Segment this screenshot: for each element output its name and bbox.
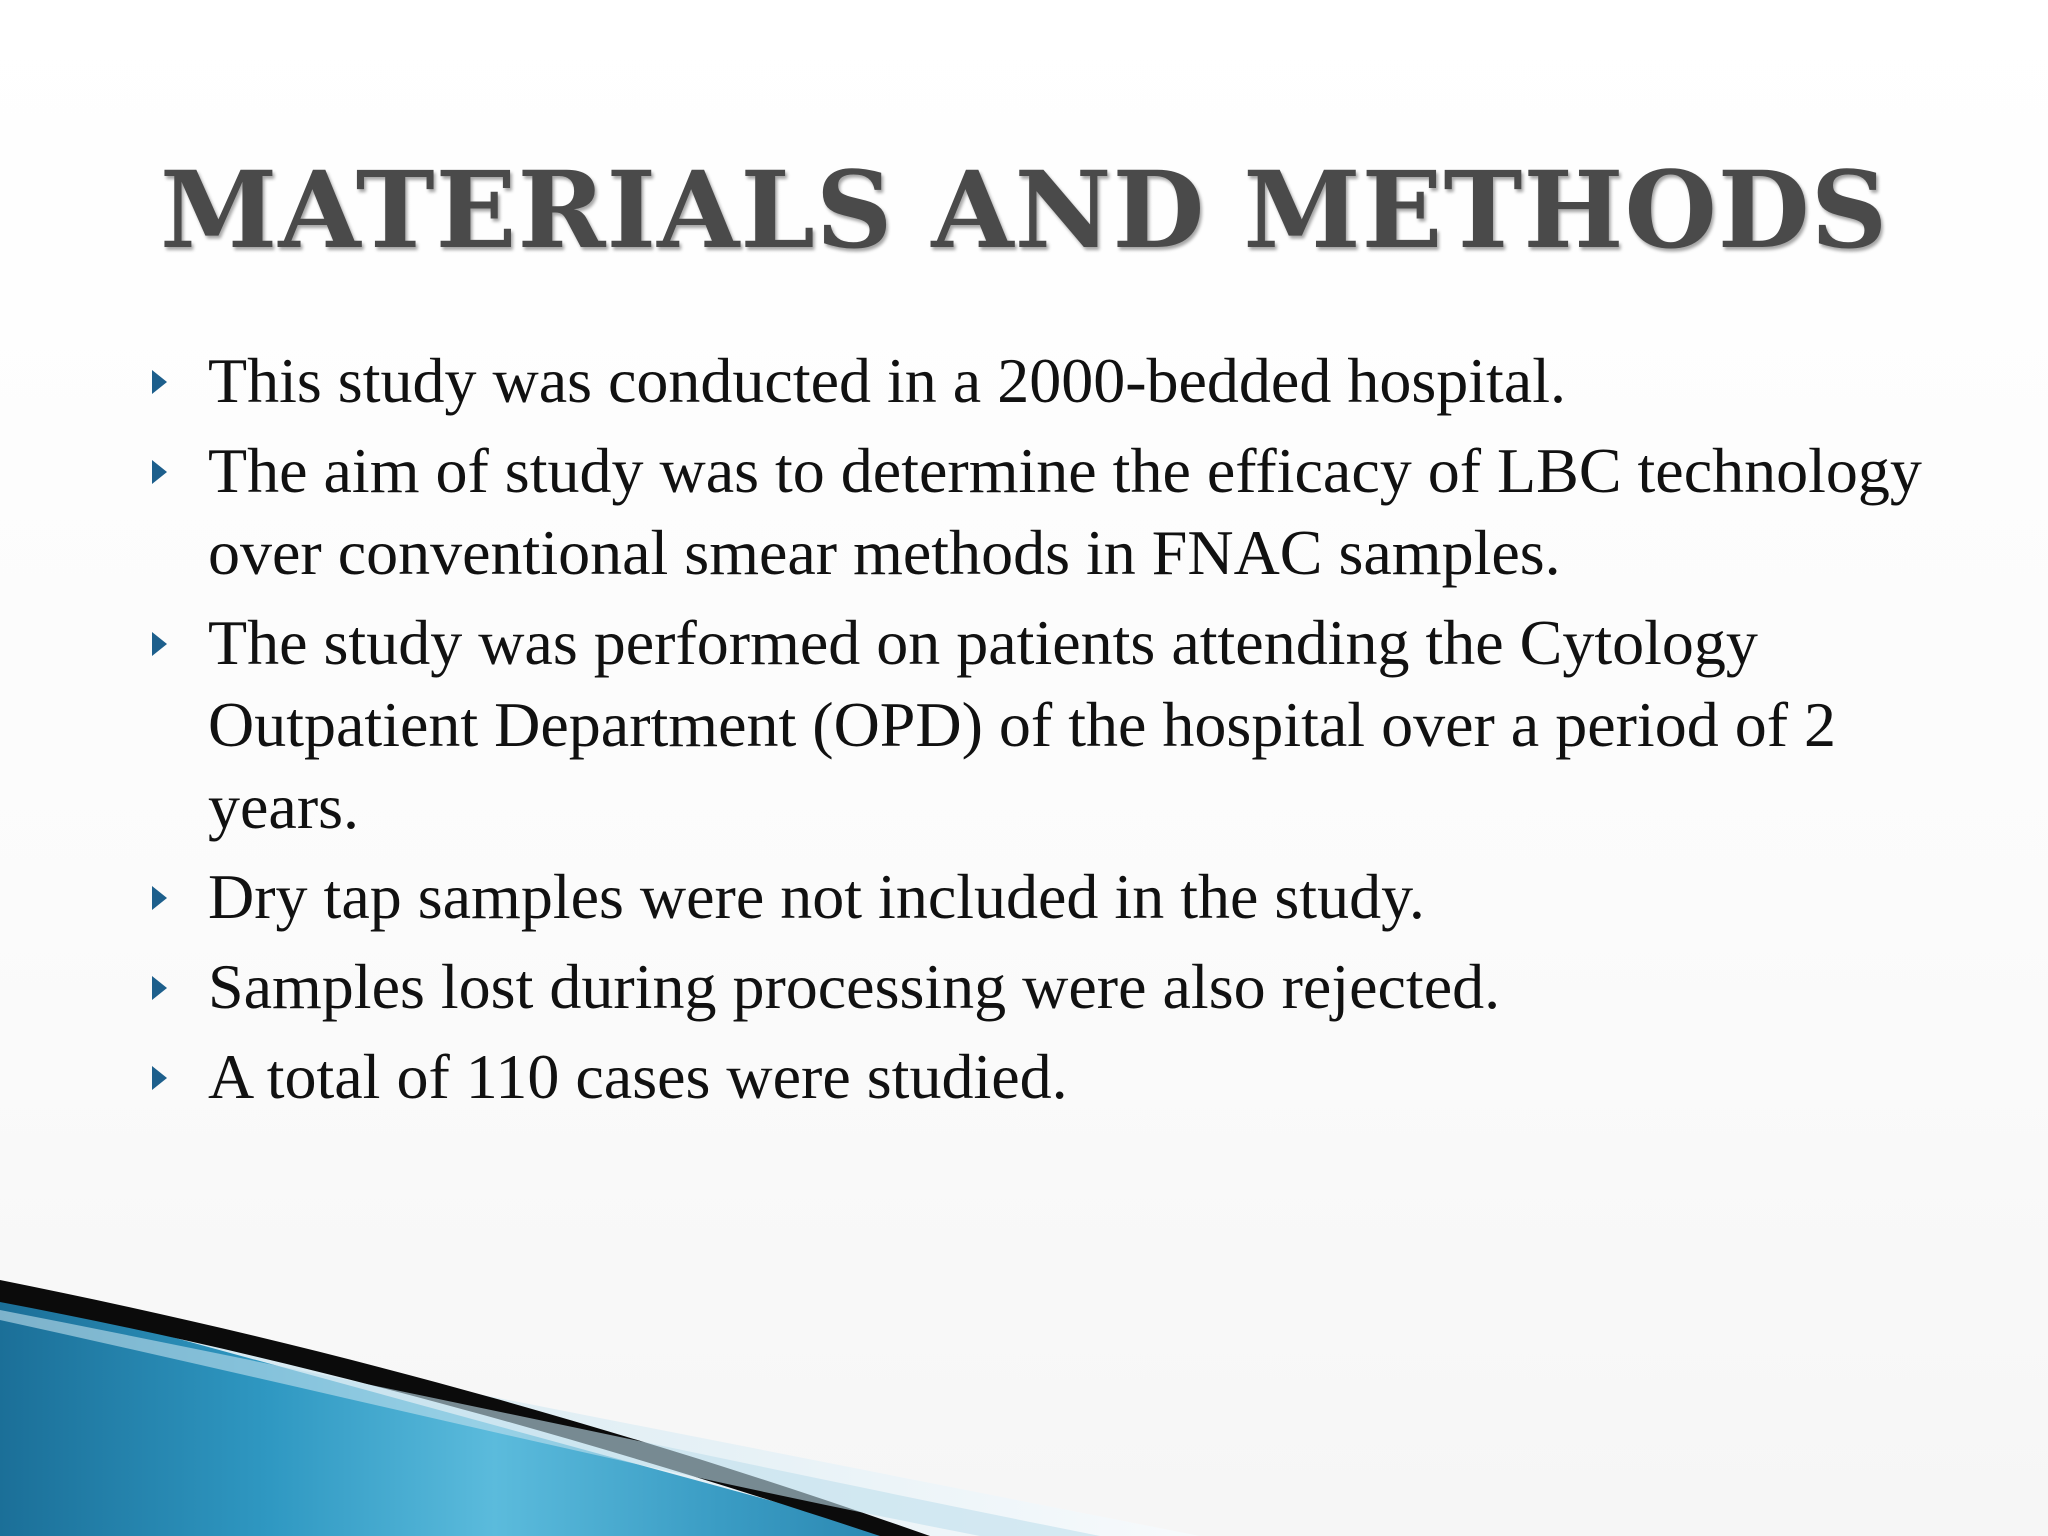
triangle-right-icon — [152, 1066, 167, 1090]
triangle-right-icon — [152, 976, 167, 1000]
triangle-right-icon — [152, 370, 167, 394]
bullet-text: A total of 110 cases were studied. — [208, 1041, 1068, 1112]
bullet-text: The study was performed on patients attending the Cytology Outpatient Department (OPD) of the hospital over a period of 2 years. — [208, 607, 1836, 842]
bullet-item — [140, 340, 1940, 422]
triangle-right-icon — [152, 886, 167, 910]
triangle-right-icon — [152, 632, 167, 656]
slide-title: MATERIALS AND METHODS — [160, 147, 1889, 272]
bullet-text: The aim of study was to determine the efficacy of LBC technology over conventional smear methods in FNAC samples. — [208, 435, 1922, 588]
bullet-text: Samples lost during processing were also rejected. — [208, 951, 1501, 1022]
bullet-item — [140, 946, 1940, 1028]
bullet-list — [140, 340, 1940, 1126]
bullet-item — [140, 602, 1940, 848]
corner-wave-decoration — [0, 1280, 2048, 1536]
bullet-item — [140, 856, 1940, 938]
bullet-text: Dry tap samples were not included in the study. — [208, 861, 1425, 932]
bullet-item — [140, 1036, 1940, 1118]
bullet-text: This study was conducted in a 2000-bedded hospital. — [208, 345, 1566, 416]
triangle-right-icon — [152, 460, 167, 484]
bullet-item — [140, 430, 1940, 594]
